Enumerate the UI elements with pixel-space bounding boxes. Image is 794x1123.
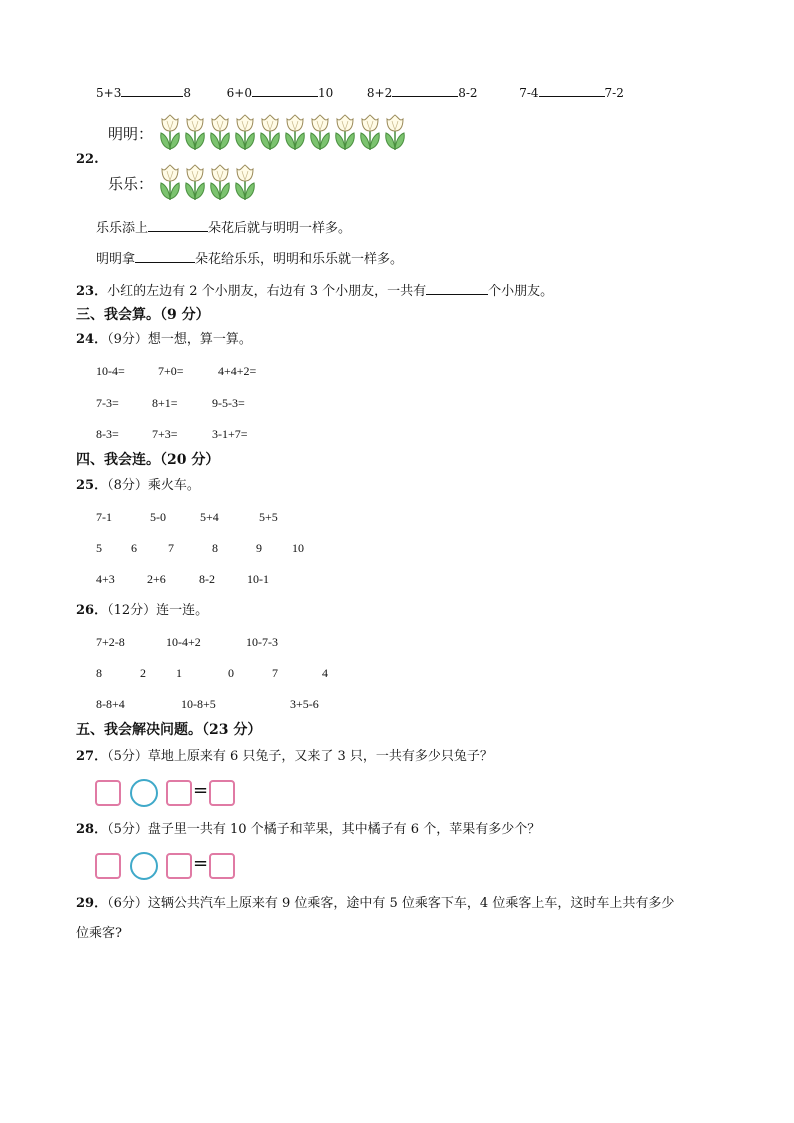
q25-expr[interactable]: 8-2 — [199, 572, 215, 586]
q22-line1-pre: 乐乐添上 — [96, 221, 149, 236]
q26-expr[interactable]: 10-8+5 — [181, 697, 216, 711]
q24-expr: 7-3= — [96, 396, 119, 410]
q28-number: 28． — [76, 822, 108, 837]
tulip-icon — [233, 113, 257, 151]
tulip-icon — [183, 163, 207, 201]
tulip-icon — [258, 113, 282, 151]
q25-expr[interactable]: 10-1 — [247, 572, 269, 586]
answer-box[interactable] — [95, 780, 121, 806]
q21-item-2 — [227, 86, 337, 100]
q21-row — [96, 84, 624, 101]
tulip-icon — [333, 113, 357, 151]
q25-expr[interactable]: 2+6 — [147, 572, 166, 586]
q24-expr: 8-3= — [96, 427, 119, 441]
section-5-title: 五、我会解决问题。（23 分） — [76, 722, 262, 738]
q26-expr[interactable]: 3+5-6 — [290, 697, 319, 711]
compare-blank-3[interactable] — [392, 84, 458, 97]
q24-expr: 3-1+7= — [212, 427, 248, 441]
q25-expr[interactable]: 4+3 — [96, 572, 115, 586]
tulip-icon — [208, 163, 232, 201]
q25-expr[interactable]: 7-1 — [96, 510, 112, 524]
q24-expr: 9-5-3= — [212, 396, 245, 410]
flower-row-lele — [158, 163, 258, 205]
answer-box[interactable] — [166, 853, 192, 879]
q29 — [76, 896, 674, 912]
q25-number-node[interactable]: 6 — [131, 541, 137, 555]
q29-line-2: 位乘客? — [76, 926, 122, 941]
tulip-icon — [358, 113, 382, 151]
q21-left-3: 8+2 — [366, 86, 393, 100]
q26-number: 26． — [76, 603, 108, 618]
compare-blank-1[interactable] — [121, 84, 183, 97]
q21-item-3 — [367, 86, 481, 100]
q22-line1-post: 朵花后就与明明一样多。 — [208, 221, 352, 236]
q25 — [76, 478, 200, 494]
q22-line-1 — [96, 219, 351, 237]
tulip-icon — [183, 113, 207, 151]
section-3-title: 三、我会算。（9 分） — [76, 307, 210, 323]
q26-expr[interactable]: 10-7-3 — [246, 635, 278, 649]
tulip-icon — [233, 163, 257, 201]
q22-blank-1[interactable] — [148, 219, 208, 232]
q25-number-node[interactable]: 8 — [212, 541, 218, 555]
q23-number: 23． — [76, 284, 108, 299]
section-4-title: 四、我会连。（20 分） — [76, 452, 220, 468]
q24-expr: 10-4= — [96, 364, 125, 378]
q22-blank-2[interactable] — [135, 250, 195, 263]
equals-sign: = — [193, 853, 209, 874]
q26-number-node[interactable]: 2 — [140, 666, 146, 680]
q21-right-2: 10 — [317, 86, 334, 100]
compare-blank-4[interactable] — [539, 84, 605, 97]
q26-number-node[interactable]: 4 — [322, 666, 328, 680]
q23-blank[interactable] — [426, 282, 488, 295]
q21-left-1: 5+3 — [96, 86, 122, 100]
equals-sign: = — [193, 780, 209, 801]
tulip-icon — [208, 113, 232, 151]
q24-expr: 8+1= — [152, 396, 178, 410]
q25-number-node[interactable]: 10 — [292, 541, 304, 555]
tulip-icon — [158, 163, 182, 201]
q26-expr[interactable]: 8-8+4 — [96, 697, 125, 711]
q22-number: 22. — [76, 152, 99, 167]
q21-left-2: 6+0 — [226, 86, 252, 100]
tulip-icon — [383, 113, 407, 151]
q26-number-node[interactable]: 8 — [96, 666, 102, 680]
q25-number: 25． — [76, 478, 108, 493]
q26-expr[interactable]: 7+2-8 — [96, 635, 125, 649]
q25-expr[interactable]: 5+4 — [200, 510, 219, 524]
q21-right-3: 8-2 — [458, 86, 478, 100]
q24-expr: 7+0= — [158, 364, 184, 378]
q26-text: （12分）连一连。 — [107, 603, 209, 618]
flower-row-mingming — [158, 113, 408, 155]
q27 — [76, 749, 493, 765]
compare-blank-2[interactable] — [252, 84, 318, 97]
q26-number-node[interactable]: 1 — [176, 666, 182, 680]
operator-circle[interactable] — [130, 852, 158, 880]
q22-line2-pre: 明明拿 — [96, 252, 136, 267]
q24-expr: 7+3= — [152, 427, 178, 441]
q25-expr[interactable]: 5-0 — [150, 510, 166, 524]
q25-expr[interactable]: 5+5 — [259, 510, 278, 524]
q21-right-1: 8 — [183, 86, 191, 100]
q22-line2-post: 朵花给乐乐，明明和乐乐就一样多。 — [195, 252, 404, 267]
q26 — [76, 603, 208, 619]
tulip-icon — [283, 113, 307, 151]
answer-box[interactable] — [209, 853, 235, 879]
q21-right-4: 7-2 — [604, 86, 624, 100]
q28-text: （5分）盘子里一共有 10 个橘子和苹果，其中橘子有 6 个，苹果有多少个？ — [107, 822, 541, 837]
q29-text: （6分）这辆公共汽车上原来有 9 位乘客，途中有 5 位乘客下车，4 位乘客上车，这时车上共有多少 — [107, 896, 675, 911]
q26-expr[interactable]: 10-4+2 — [166, 635, 201, 649]
answer-box[interactable] — [166, 780, 192, 806]
q21-left-4: 7-4 — [519, 86, 539, 100]
q25-number-node[interactable]: 7 — [168, 541, 174, 555]
operator-circle[interactable] — [130, 779, 158, 807]
q23 — [76, 282, 553, 300]
q21-item-4 — [519, 86, 624, 100]
q22-label-a: 明明： — [108, 125, 154, 143]
q25-text: （8分）乘火车。 — [107, 478, 200, 493]
q24 — [76, 332, 252, 348]
q29-number: 29． — [76, 896, 108, 911]
tulip-icon — [158, 113, 182, 151]
q27-number: 27． — [76, 749, 108, 764]
q28 — [76, 822, 540, 838]
q21-item-1 — [96, 86, 195, 100]
q26-number-node[interactable]: 0 — [228, 666, 234, 680]
q27-text: （5分）草地上原来有 6 只兔子，又来了 3 只，一共有多少只兔子？ — [107, 749, 493, 764]
q24-number: 24． — [76, 332, 108, 347]
tulip-icon — [308, 113, 332, 151]
q23-text: 小红的左边有 2 个小朋友，右边有 3 个小朋友，一共有 — [107, 284, 427, 299]
q26-number-node[interactable]: 7 — [272, 666, 278, 680]
q22-label-b: 乐乐： — [108, 175, 154, 193]
q22-line-2 — [96, 250, 403, 268]
q25-number-node[interactable]: 5 — [96, 541, 102, 555]
answer-box[interactable] — [95, 853, 121, 879]
q24-expr: 4+4+2= — [218, 364, 257, 378]
q23-text-post: 个小朋友。 — [488, 284, 554, 299]
answer-box[interactable] — [209, 780, 235, 806]
q25-number-node[interactable]: 9 — [256, 541, 262, 555]
q24-text: （9分）想一想，算一算。 — [107, 332, 252, 347]
